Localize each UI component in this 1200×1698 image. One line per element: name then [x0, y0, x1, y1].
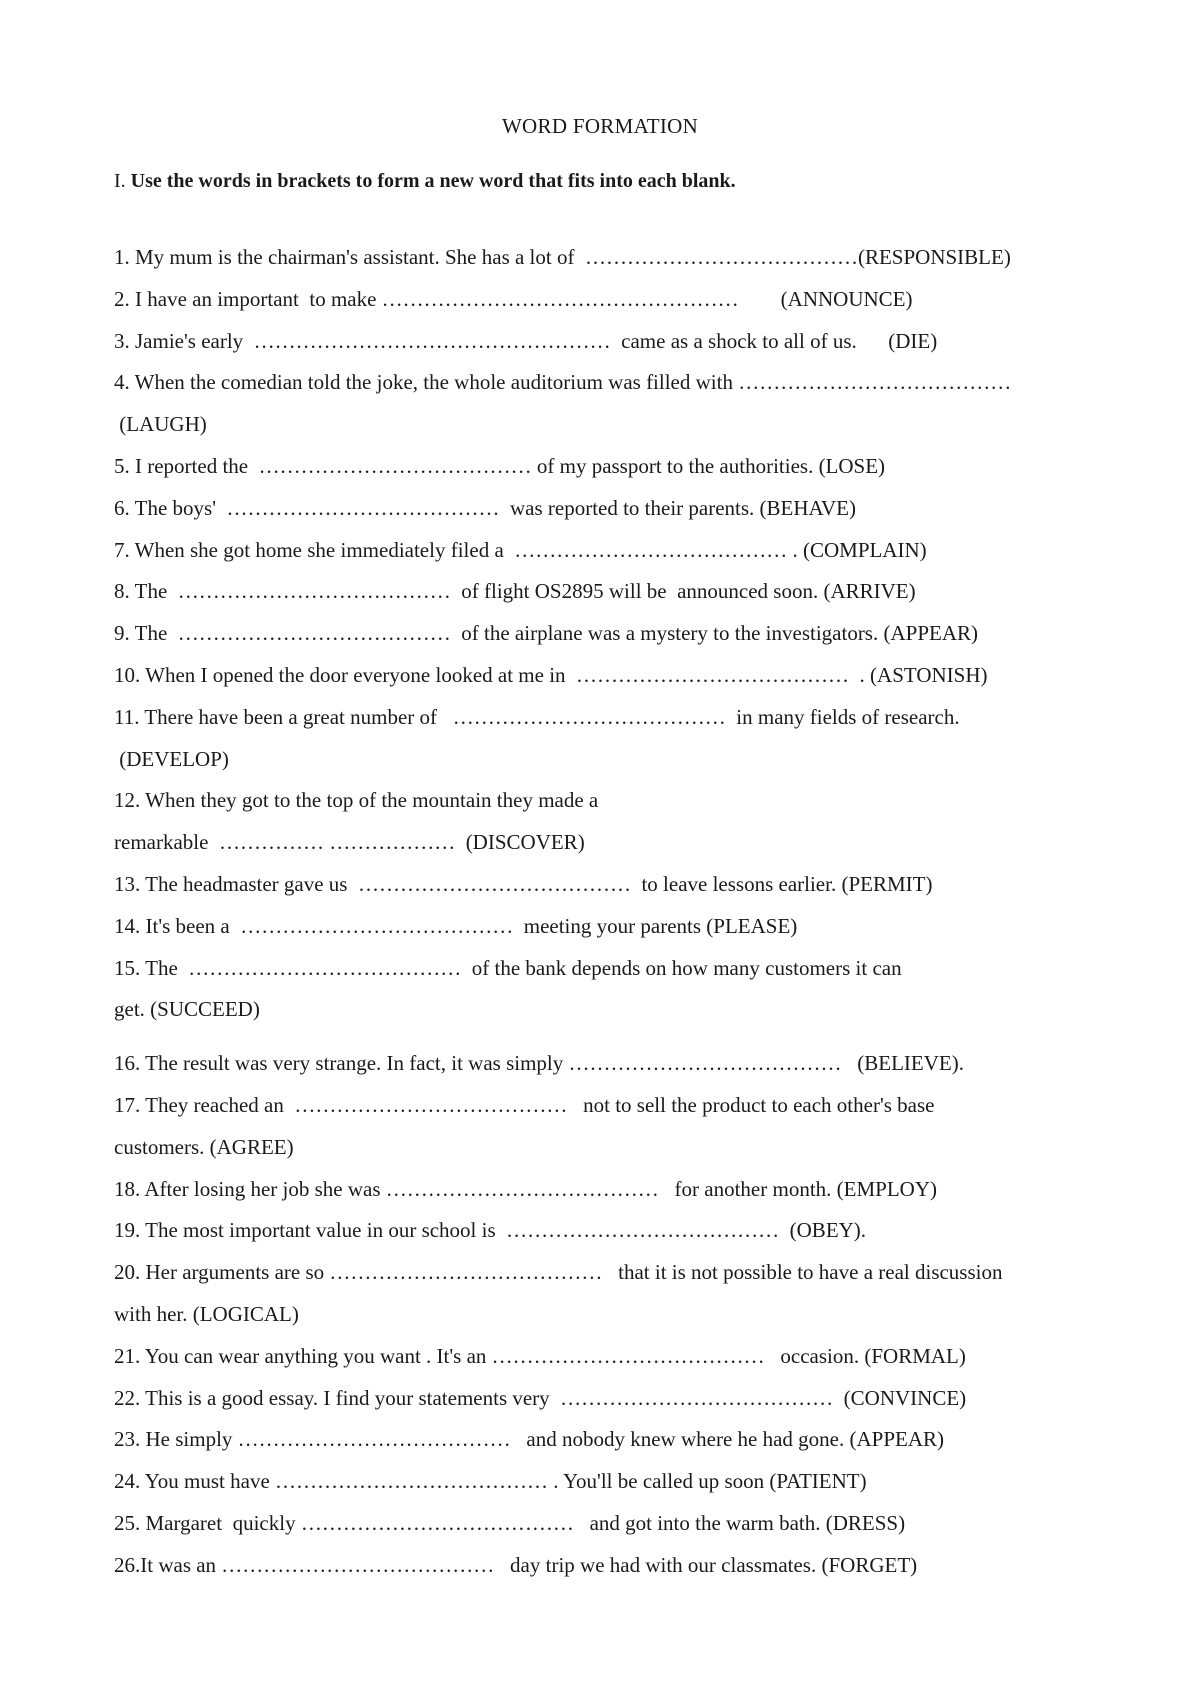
exercise-item: 7. When she got home she immediately filed a ………………………………… . (COMPLAIN)	[114, 537, 927, 562]
exercise-item: 18. After losing her job she was ………………………………… for another month. (EMPLOY)	[114, 1176, 937, 1201]
exercise-item-continuation: remarkable …………… ……………… (DISCOVER)	[114, 830, 585, 855]
exercise-item: 14. It's been a ………………………………… meeting your parents (PLEASE)	[114, 913, 798, 938]
exercise-item: 25. Margaret quickly ………………………………… and got into the warm bath. (DRESS)	[114, 1510, 906, 1535]
exercise-item-continuation: with her. (LOGICAL)	[114, 1301, 299, 1326]
page-title: WORD FORMATION	[501, 114, 699, 138]
exercise-item: 26.It was an ………………………………… day trip we had with our classmates. (FORGET)	[114, 1552, 918, 1577]
exercise-item: 9. The ………………………………… of the airplane was a mystery to the investigators. (APPEAR)	[114, 621, 978, 646]
exercise-item: 23. He simply ………………………………… and nobody knew where he had gone. (APPEAR)	[114, 1427, 944, 1452]
exercise-item: 12. When they got to the top of the mountain they made a	[114, 788, 599, 813]
exercise-item: 5. I reported the ………………………………… of my passport to the authorities. (LOSE)	[114, 453, 886, 478]
exercise-item: 24. You must have ………………………………… . You'll be called up soon (PATIENT)	[114, 1469, 867, 1494]
exercise-item: 13. The headmaster gave us ………………………………… to leave lessons earlier. (PERMIT)	[114, 871, 933, 896]
exercise-item-continuation: get. (SUCCEED)	[114, 997, 260, 1022]
exercise-item: 6. The boys' ………………………………… was reported to their parents. (BEHAVE)	[114, 495, 856, 520]
instruction-number: I.	[114, 170, 126, 192]
instruction	[114, 170, 736, 193]
exercise-item: 20. Her arguments are so ………………………………… that it is not possible to have a real discussion	[114, 1260, 1003, 1285]
exercise-item: 19. The most important value in our school is ………………………………… (OBEY).	[114, 1218, 867, 1243]
exercise-item: 22. This is a good essay. I find your statements very ………………………………… (CONVINCE)	[114, 1385, 967, 1410]
exercise-item: 15. The ………………………………… of the bank depends on how many customers it can	[114, 955, 902, 980]
exercise-item-continuation: customers. (AGREE)	[114, 1134, 294, 1159]
exercise-item: 2. I have an important to make …………………………………………… (ANNOUNCE)	[114, 286, 913, 311]
exercise-item-continuation: (DEVELOP)	[114, 746, 229, 771]
instruction-text: Use the words in brackets to form a new word that fits into each blank.	[130, 170, 736, 192]
exercise-item: 21. You can wear anything you want . It's an ………………………………… occasion. (FORMAL)	[114, 1343, 966, 1368]
exercise-item: 4. When the comedian told the joke, the whole auditorium was filled with …………………………………	[114, 370, 1012, 395]
exercise-list	[114, 237, 1094, 1587]
exercise-item: 3. Jamie's early …………………………………………… came as a shock to all of us. (DIE)	[114, 328, 938, 353]
exercise-item: 11. There have been a great number of ………………………………… in many fields of research.	[114, 704, 960, 729]
exercise-item: 1. My mum is the chairman's assistant. She has a lot of …………………………………(RESPONSIBLE)	[114, 245, 1011, 269]
exercise-item: 16. The result was very strange. In fact, it was simply ………………………………… (BELIEVE).	[114, 1051, 964, 1076]
exercise-item: 17. They reached an ………………………………… not to sell the product to each other's base	[114, 1092, 935, 1117]
exercise-item: 8. The ………………………………… of flight OS2895 will be announced soon. (ARRIVE)	[114, 579, 916, 604]
exercise-item-continuation: (LAUGH)	[114, 412, 207, 437]
exercise-item: 10. When I opened the door everyone looked at me in ………………………………… . (ASTONISH)	[114, 662, 988, 687]
